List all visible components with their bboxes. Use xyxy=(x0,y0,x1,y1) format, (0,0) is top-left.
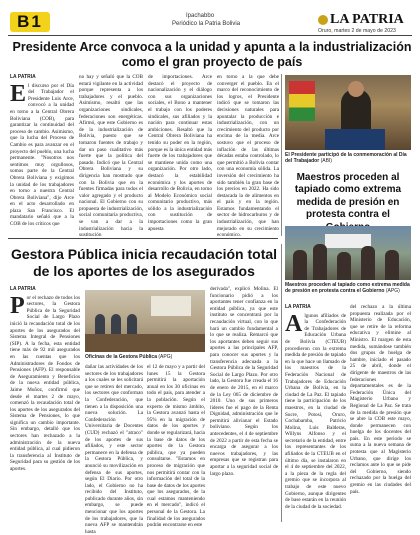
story1-text-1: l discurso por el Día del Trabajador el Presidente Luis Arce, convocó a la unidad en torno a la Central Obrera Boliviana (COB), para garantizar la continuidad del proceso de cambio. Asimismo, que la lucha del Proceso de Cambio es para avanzar en el proyecto del pueblo, una lucha permanente. "Nosotros nos sentimos muy orgullosos, somos parte de la Central Obrera Boliviana y exigimos la unidad de los trabajadores en torno a nuestra Central Obrera Boliviana", dijo Arce en el acto desarrollado en plaza San Francisco. El mandatario señaló que a la COB de los críticos que xyxy=(10,82,74,228)
story2-text-2: del rechazo a la última propuesta realizada por el Ministerio de Educación, que se retire de la reforma educativa y elimine al Ministro. El margen de esta medida, sumándose también dos grupos de huelga de hambre, iniciado el pasado 25 de abril, donde el dirigente de maestros de las federaciones departamentales es de la Federación Única del Magisterio Urbano y Regional de La Paz. Se trata de la medida de presión que se abre la COB este mayo, donde permanecen con huelga de los docentes del país. En este periodo se suma a la nueva semana de protesta que al Magisterio Urbano, que dirige los reclamos ante lo que se pide del Gobierno, siendo rechazado por la huelga del gremio en las ciudades del país. xyxy=(350,304,411,495)
photo1-caption: El Presidente participó de la conmemoración al Día del Trabajador (ABI) xyxy=(285,152,407,164)
office-desk xyxy=(85,334,205,352)
page-header xyxy=(0,0,420,36)
person-figure xyxy=(361,246,375,280)
story2-column-1 xyxy=(285,304,346,522)
person-head xyxy=(348,81,364,97)
story2-dropcap: A xyxy=(285,310,303,337)
story3-column-4 xyxy=(210,286,278,522)
person-figure xyxy=(385,250,399,280)
photo3-caption: Oficinas de la Gestora Pública (APG) xyxy=(85,354,173,360)
section-rule xyxy=(8,238,278,239)
office-board xyxy=(151,296,191,316)
story1-column-2 xyxy=(79,74,143,239)
story3-headline: Gestora Pública inicia recaudación total de los aportes de los asegurados xyxy=(10,246,278,279)
paper-name: Periódico la Patria Bolivia xyxy=(172,21,241,27)
podium xyxy=(325,129,385,150)
president-photo xyxy=(285,75,411,150)
story1-column-1 xyxy=(10,74,74,236)
person-figure xyxy=(293,250,307,280)
story1-headline: Presidente Arce convoca a la unidad y apunta a la industrialización como el gran proyecto de país xyxy=(12,40,412,69)
column-divider xyxy=(281,244,282,522)
story3-column-2 xyxy=(85,364,143,535)
masthead: LA PATRIA xyxy=(318,12,404,28)
story2-text-1: lgunos afiliados de la Confederación de Trabajadores de Educación Urbana de Bolivia (CTEUB) procedieron con la extrema medida de presión de tapiado en la que hace un llamado de los maestros de la Federación Nacional de Trabajadores de Educación Urbana de Bolivia, en la ciudad de La Paz. El tapiado tiene la participación de los maestros, en la ciudad de Sucre, Potosí, Oruro, Cochabamba, Patricio Molina, Luis Balderas, Willyns Alfonso y el secretario de la entidad, entre los representantes de los afiliados de la CTEUB en el último día, se instalaron en el 4 de septiembre del 2022, a la pieza de la regla del gremio que se incorpora al trabajo de este nuevo Gobierno, aunque dirigentes de base estarán en la reunión de la ciudad de la sociedad. xyxy=(285,312,346,510)
story3-text-1: or el rechazo de todos los sectores, la Gestora Pública de la Seguridad Social de Largo Plazo inició la recaudación total de los aportes de los asegurados del Sistema Integral de Pensiones (SIP). A la fecha, esta entidad tiene más de 92 mil asegurados en las cuentas que los Administradores de Fondos de Pensiones (AFP). El responsable de Aseguramiento y Beneficios de la nueva entidad pública, Jaime Muñoz, confirmó que desde el martes 2 de mayo, comenzó la recaudación total de los aportes de los asegurados del Sistema de Pensiones, lo que significa un cambio importante. Sin embargo, detalló que los sectores han rechazado a la administración de la nueva entidad pública, al cual pidieron la transferencia al Instituto de Seguridad para su gestión de los aportes. xyxy=(10,294,80,473)
section-tag: B1 xyxy=(10,12,50,32)
story1-column-3 xyxy=(148,74,212,236)
column-divider xyxy=(281,74,282,236)
header-rule xyxy=(8,35,412,36)
story1-byline: LA PATRIA xyxy=(10,74,36,80)
story2-column-2 xyxy=(350,304,411,522)
dateline: Oruro, martes 2 de mayo de 2023 xyxy=(318,28,396,34)
story3-text-4: derivada", explicó Molina. El funcionario pidió a los aportantes tener confianza en la entidad pública, ya que este instituto se concentrará por la recaudación virtual, con lo que hará un cambio fundamental a lo que se realiza. Remarcó que los aportantes deben seguir sus aportes a las principales AFP, para conocer sus aportes y la transferencia adecuada a la Gestora Pública de la Seguridad Social de Largo Plazo. Por otro lado, la Gestora fue creada el 16 de enero de 2015, en el marco de la Ley 065 de diciembre de 2010. Uno de sus primeros líderes fue el pago de la Renta Dignidad, administración que le permitirá alivianar el Estado boliviano. Según los antecedentes, el 4 de septiembre de 2022 a partir de esta fecha se encarga de asegurar a los nuevos trabajadores, y las empresas que se registran para aportar a la seguridad social de largo plazo. xyxy=(210,286,278,477)
story1-text-2: no hay y señaló que la COB estará vigilante en la actividad porque representa a los trabajadores y el pueblo. Asimismo, resaltó que las organizaciones sindicales, federaciones son energéticas. Afirmó, que este Gobierno es de la industrialización de Bolivia, puesto que se tomaron fuentes de trabajo y dar un paso cualitativo más fuerte que la política del pasado. Indicó que la Central Obrera Boliviana y su dirigencia han mostrado que con la Bolivia que en la fuentes firmadas para todos el valor agregado y el producto nacional. El Gobierno con su propuesta de industrialización, social comunitaria productiva, se van a dar a la industrialización hacia la sustitución xyxy=(79,74,143,239)
story2-byline: LA PATRIA xyxy=(285,304,311,310)
kicker: Ipachabbo xyxy=(186,13,215,19)
story3-text-2: dañar las actividades de los sectores de los trabajadores a los cuales se les solicitará que se retiren del mercado, los sectores que conforman la Confederación, que tienen a la disposición una nueva solución. La Confederación Universitaria de Docentes (CUD) rechazó el "atraco" de los aportes de sus afiliados, y este sector permanece en la defensa de la Gestora Pública, y anunció su movilización en defensa de sus aportes, según El Diario. Por otro lado, el Gobierno no ha recibido del Instituto, publicado durante años, sin embargo, se puede mencionar que los aportes de los trabajadores, que la nueva AFP se mantendrán hasta xyxy=(85,364,143,535)
logo-icon xyxy=(318,15,328,25)
story1-column-4 xyxy=(217,74,279,239)
person-figure xyxy=(313,244,327,280)
story1-dropcap: E xyxy=(10,80,27,107)
story2-headline: Maestros proceden al tapiado como extrema medida de presión en protesta contra el xyxy=(294,172,402,221)
story1-text-3: de importaciones. Arce destacó el proyecto de nacionalización y el diálogo con sus organizaciones sociales, el Bono a mantener el trabajo con los poderes sindicales, sus afiliados y la nación para continuar estas ambiciones. Resaltó que la Central Obrera Boliviana ha tenido su poder en la región, porque es la única entidad más fuerte de los trabajadores que se mantiene unida como una organización. Por otro lado, destacó la estabilidad económica y los aportes de desarrollo de Bolivia, en torno al Modelo Económico social comunitario productivo, más sólido a la industrialización con sustitución de importaciones como la gran apuesta xyxy=(148,74,212,232)
person-figure xyxy=(337,252,351,280)
story3-dropcap: P xyxy=(10,292,25,319)
story3-text-3: el 12 de mayo y a partir del lunes 15 la Gestora permitirá la aportación anual en los 30 oficinas en todo el país, para atender a la población. Según el experto de mismo ámbito, la Gestora avanzó hasta el 95% en la migración de datos de los aportes y donde se regularizará, hacia la base de datos de los aportes de la Gestora pública, que ya pueden consultarse. "Estamos en proceso de migración que nos permitirá contar con la información del total de la base de datos de los aportes que los asegurados, de la cual estamos manteniendo en el mercado", indicó el personal de la Gestora. La finalidad de los asegurados podrán encontrarse en este xyxy=(147,364,205,529)
story3-column-1 xyxy=(10,286,80,522)
story3-column-3 xyxy=(147,364,205,529)
flag-graphic xyxy=(289,81,315,121)
story1-text-4: en torno a la que debe converger el pueblo. En el marco del reconocimiento de los logros, el Presidente indicó que se tomaron las decisiones naturales para apuntalar la producción e industrialización, con un crecimiento del producto por encima de la media. Arce sostuvo que el proceso de inflación de las últimas décadas estaba controlado, lo que permitió a Bolivia contar con una economía sólida. La inversión del crecimiento ha sido también la gran base de los precios en 2022. Ha sido destacada la de alimentos en el país y en la región. Estamos fundamentando el sector de hidrocarburos y de industrialización, que han mejorado en su crecimiento económico. xyxy=(217,74,279,239)
photo2-caption: Maestros proceden al tapiado como extrema medida de presión en protesta contra el Gobierno (APG) xyxy=(285,282,410,294)
gestora-office-photo xyxy=(85,290,205,352)
story3-byline: LA PATRIA xyxy=(10,286,36,292)
teachers-photo xyxy=(285,226,411,280)
